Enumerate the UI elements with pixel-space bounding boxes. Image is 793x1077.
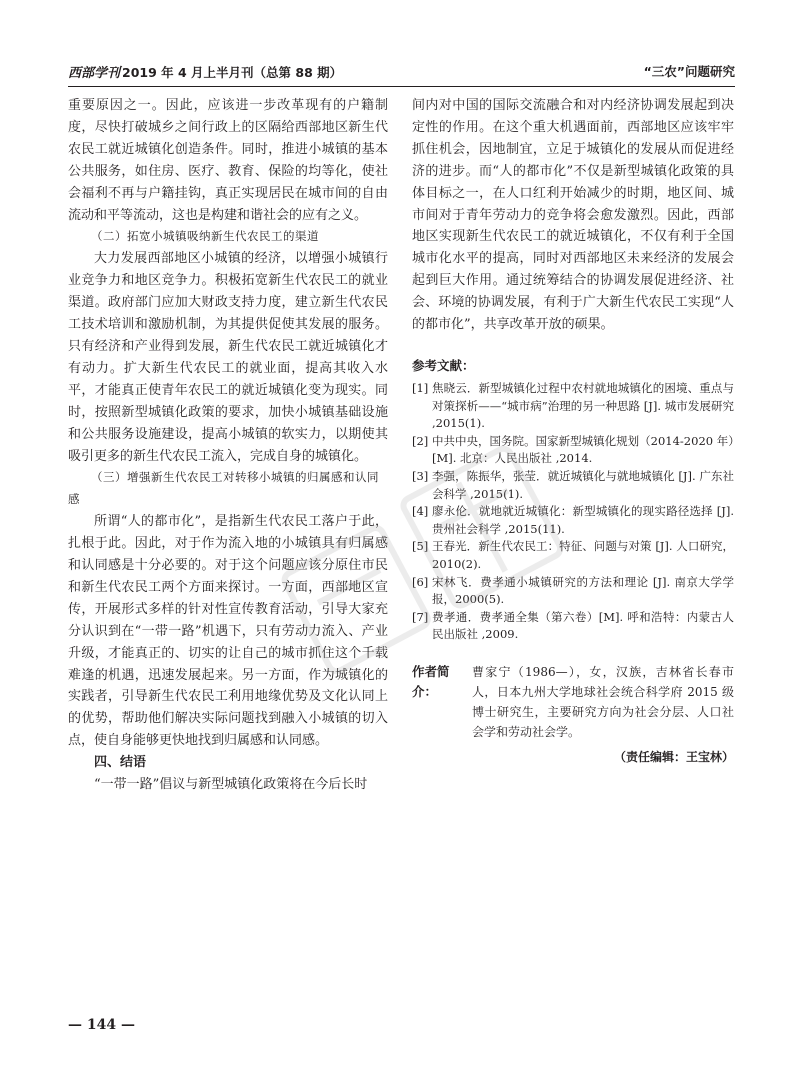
- body-paragraph: 所谓“人的都市化”，是指新生代农民工落户于此，扎根于此。因此，对于作为流入地的小城镇具有归属感和认同感是十分必要的。对于这个问题应该分原住市民和新生代农民工两个方面来探讨。一方面，西部地区宣传，开展形式多样的针对性宣传教育活动，引导大家充分认识到在“一带一路”机遇下，只有劳动力流入、产业升级，才能真正的、切实的让自己的城市抓住这个千载难逢的机遇，迅速发展起来。另一方面，作为城镇化的实践者，引导新生代农民工利用地缘优势及文化认同上的优势，帮助他们解决实际问题找到融入小城镇的切入点，使自身能够更快地找到归属感和认同感。: [68, 514, 388, 749]
- right-column-body: [412, 95, 734, 336]
- reference-text: 费孝通．费孝通全集（第六卷）[M]. 呼和浩特：内蒙古人民出版社 ,2009.: [432, 609, 734, 642]
- author-bio-text: 曹家宁（1986—），女，汉族，吉林省长春市人，日本九州大学地球社会统合科学府 2015 级博士研究生，主要研究方向为社会分层、人口社会学和劳动社会学。: [472, 664, 734, 739]
- page-number: — 144 —: [68, 1017, 135, 1033]
- reference-item: [412, 503, 734, 538]
- reference-item: [412, 468, 734, 503]
- journal-title: [68, 62, 342, 81]
- body-paragraph: 重要原因之一。因此，应该进一步改革现有的户籍制度，尽快打破城乡之间行政上的区隔给西部地区新生代农民工就近城镇化创造条件。同时，推进小城镇的基本公共服务，如住房、医疗、教育、保险的均等化，使社会福利不再与户籍挂钩，真正实现居民在城市间的自由流动和平等流动，这也是构建和谐社会的应有之义。: [68, 98, 388, 223]
- reference-number: [7]: [412, 609, 429, 624]
- section-heading: 四、结语: [94, 755, 147, 771]
- reference-text: 宋林飞．费孝通小城镇研究的方法和理论 [J]. 南京大学学报，2000(5).: [432, 574, 734, 607]
- reference-number: [3]: [412, 468, 429, 483]
- reference-item: [412, 574, 734, 609]
- reference-text: 焦晓云．新型城镇化过程中农村就地城镇化的困境、重点与对策探析——“城市病”治理的另一种思路 [J]. 城市发展研究 ,2015(1).: [432, 380, 734, 431]
- section-title: “三农”问题研究: [643, 64, 735, 79]
- reference-number: [4]: [412, 504, 429, 519]
- references-heading: 参考文献：: [412, 357, 475, 373]
- reference-text: 王春光．新生代农民工：特征、问题与对策 [J]. 人口研究，2010(2).: [432, 539, 734, 571]
- reference-number: [2]: [412, 433, 429, 448]
- reference-text: 中共中央，国务院。国家新型城镇化规划（2014-2020 年）[M]. 北京：人民出版社 ,2014.: [432, 433, 734, 466]
- reference-number: [1]: [412, 380, 429, 395]
- right-column: [412, 95, 734, 765]
- subsection-heading: （三）增强新生代农民工对转移小城镇的归属感和认同感: [68, 470, 379, 507]
- body-paragraph: 间内对中国的国际交流融合和对内经济协调发展起到决定性的作用。在这个重大机遇面前，西部地区应该牢牢抓住机会，因地制宜，立足于城镇化的发展从而促进经济的进步。而“人的都市化”不仅是新型城镇化政策的具体目标之一，在人口红利开始减少的时期，地区间、城市间对于青年劳动力的竞争将会愈发激烈。因此，西部地区实现新生代农民工的就近城镇化，不仅有利于全国城市化水平的提高，同时对西部地区未来经济的发展会起到巨大作用。通过统筹结合的协调发展促进经济、社会、环境的协调发展，有利于广大新生代农民工实现“人的都市化”，共享改革开放的硕果。: [412, 98, 734, 333]
- responsible-editor: （责任编辑：王宝林）: [613, 749, 734, 764]
- running-header: [68, 56, 735, 87]
- author-bio: [412, 662, 734, 742]
- journal-name: 西部学刊: [68, 66, 121, 81]
- author-bio-label: 作者简介：: [412, 663, 450, 699]
- reference-item: [412, 609, 734, 644]
- subsection-heading: （二）拓宽小城镇吸纳新生代农民工的渠道: [91, 229, 319, 244]
- body-paragraph: “一带一路”倡议与新型城镇化政策将在今后长时: [94, 777, 368, 793]
- left-column: [68, 95, 388, 796]
- reference-text: 李强，陈振华，张莹．就近城镇化与就地城镇化 [J]. 广东社会科学 ,2015(1).: [432, 468, 734, 501]
- reference-item: [412, 433, 734, 468]
- body-paragraph: 大力发展西部地区小城镇的经济，以增强小城镇行业竞争力和地区竞争力。积极拓宽新生代农民工的就业渠道。政府部门应加大财政支持力度，建立新生代农民工技术培训和激励机制，为其提供促使其发展的服务。只有经济和产业得到发展，新生代农民工就近城镇化才有动力。扩大新生代农民工的就业面，提高其收入水平，才能真正使青年农民工的就近城镇化变为现实。同时，按照新型城镇化政策的要求，加快小城镇基础设施和公共服务设施建设，提高小城镇的软实力，以期使其吸引更多的新生代农民工流入，完成自身的城镇化。: [68, 251, 388, 464]
- issue-info: 2019 年 4 月上半月刊（总第 88 期）: [122, 65, 343, 80]
- reference-text: 廖永伦．就地就近城镇化：新型城镇化的现实路径选择 [J]. 贵州社会科学 ,2015(11).: [432, 504, 734, 536]
- reference-list: [412, 380, 734, 644]
- reference-number: [5]: [412, 539, 429, 554]
- reference-number: [6]: [412, 574, 429, 589]
- reference-item: [412, 538, 734, 573]
- reference-item: [412, 380, 734, 433]
